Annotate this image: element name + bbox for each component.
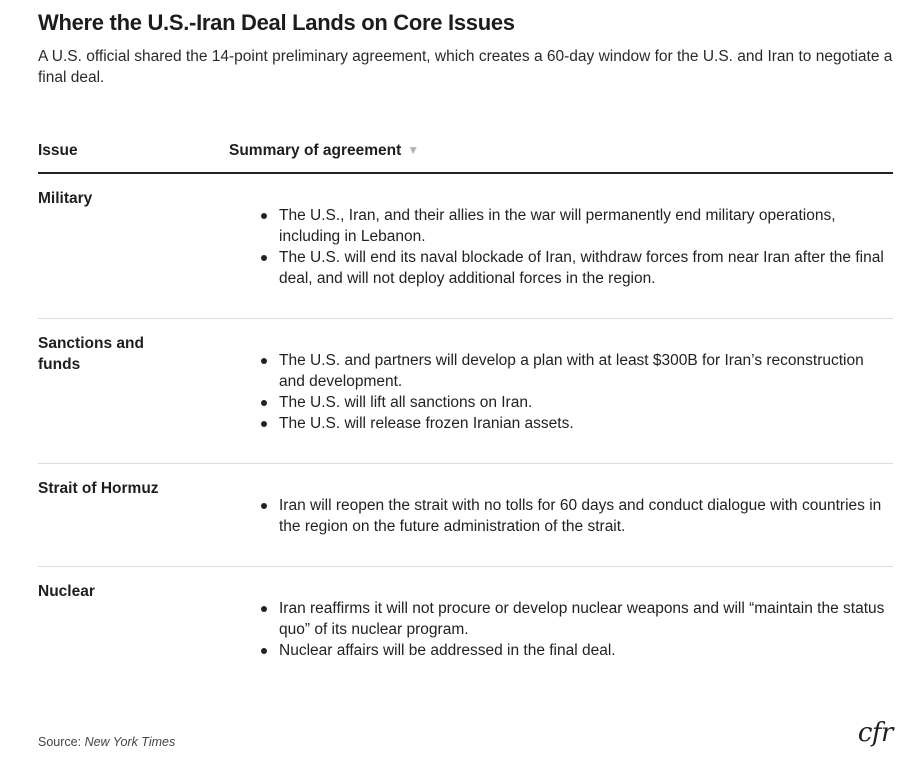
summary-item: Iran will reopen the strait with no tolls for 60 days and conduct dialogue with countries in the region on the future administration of the strait. [279,495,889,537]
table-row [38,464,893,567]
source-label: Source: [38,735,85,749]
sort-down-icon[interactable]: ▼ [407,143,420,157]
source-note [38,735,175,749]
page-subtitle: A U.S. official shared the 14-point preliminary agreement, which creates a 60-day window for the U.S. and Iran to negotiate a final deal. [38,48,893,86]
issue-label: Strait of Hormuz [38,480,159,497]
summary-list [279,598,889,661]
summary-item: The U.S., Iran, and their allies in the war will permanently end military operations, including in Lebanon. [279,205,889,247]
table-row [38,174,893,319]
summary-item: The U.S. and partners will develop a plan with at least $300B for Iran’s reconstruction and development. [279,350,889,392]
table-row [38,567,893,677]
column-header-summary-label: Summary of agreement [229,142,402,159]
summary-item: The U.S. will lift all sanctions on Iran. [279,392,889,413]
cfr-logo: cfr [857,718,893,748]
issue-label: Nuclear [38,583,95,600]
summary-item: The U.S. will release frozen Iranian assets. [279,413,889,434]
source-publication: New York Times [84,735,176,749]
summary-list [279,495,889,537]
table-header [38,142,893,174]
page [38,0,893,767]
issue-label: Sanctions and funds [38,335,144,373]
table-row [38,319,893,464]
summary-item: The U.S. will end its naval blockade of Iran, withdraw forces from near Iran after the final deal, and will not deploy additional forces in the region. [279,247,889,289]
column-header-summary[interactable] [229,142,419,160]
column-header-issue: Issue [38,142,78,159]
summary-item: Nuclear affairs will be addressed in the final deal. [279,640,889,661]
summary-item: Iran reaffirms it will not procure or develop nuclear weapons and will “maintain the status quo” of its nuclear program. [279,598,889,640]
page-title: Where the U.S.-Iran Deal Lands on Core Issues [38,10,515,35]
issue-label: Military [38,190,93,207]
summary-list [279,205,889,289]
summary-list [279,350,889,434]
